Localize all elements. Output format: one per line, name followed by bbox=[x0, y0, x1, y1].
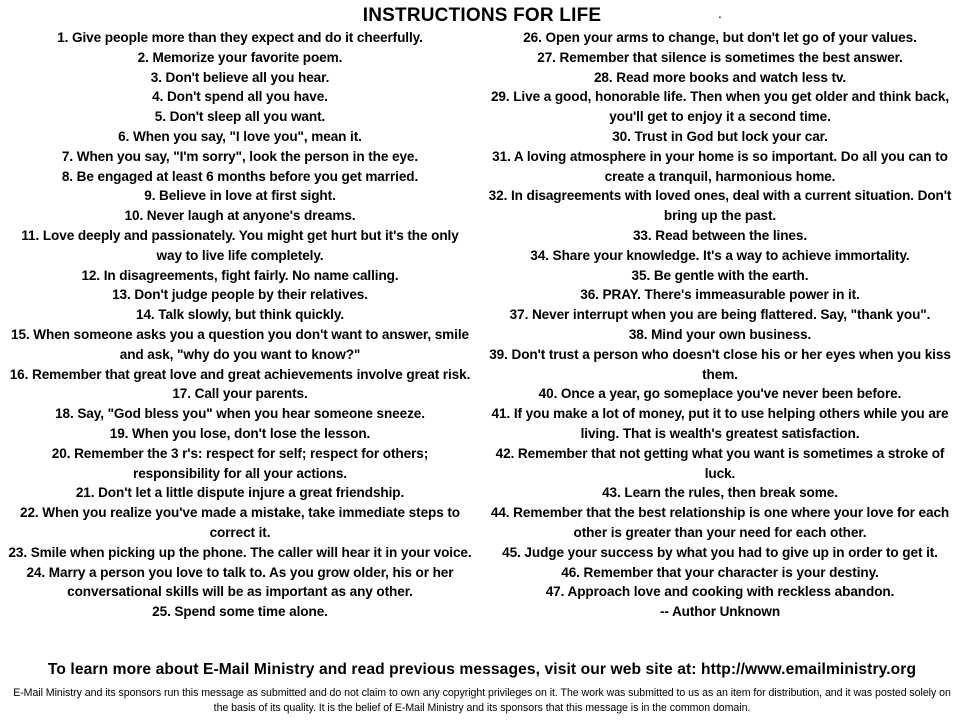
instruction-item: 28. Read more books and watch less tv. bbox=[593, 69, 847, 85]
instruction-item: 40. Once a year, go someplace you've never been before. bbox=[538, 386, 902, 402]
instruction-item: 29. Live a good, honorable life. Then when you get older and think back, you'll get to enjoy it a second time. bbox=[490, 89, 950, 125]
instruction-item: 41. If you make a lot of money, put it to use helping others while you are living. That is wealth's greatest satisfaction. bbox=[491, 406, 949, 441]
instruction-item: 24. Marry a person you love to talk to. As you grow older, his or her conversational skills will be as important as any other. bbox=[26, 564, 454, 600]
instruction-item: 37. Never interrupt when you are being flattered. Say, "thank you". bbox=[509, 307, 931, 323]
instruction-item: 16. Remember that great love and great achievements involve great risk. bbox=[9, 366, 471, 382]
instruction-item: 5. Don't sleep all you want. bbox=[154, 109, 326, 125]
instruction-item: 22. When you realize you've made a mistake, take immediate steps to correct it. bbox=[19, 505, 461, 540]
title-mark: . bbox=[718, 5, 723, 21]
instruction-item: 18. Say, "God bless you" when you hear someone sneeze. bbox=[55, 406, 425, 422]
instruction-item: 2. Memorize your favorite poem. bbox=[137, 49, 343, 65]
instruction-item: 47. Approach love and cooking with reckless abandon. bbox=[545, 584, 895, 600]
instruction-item: 20. Remember the 3 r's: respect for self; respect for others; responsibility for all your actions. bbox=[51, 445, 429, 481]
instruction-item: 35. Be gentle with the earth. bbox=[631, 267, 809, 283]
instruction-item: 45. Judge your success by what you had to give up in order to get it. bbox=[502, 544, 938, 560]
instruction-item: 36. PRAY. There's immeasurable power in it. bbox=[580, 287, 860, 303]
instruction-item: 30. Trust in God but lock your car. bbox=[612, 128, 828, 144]
instruction-item: 44. Remember that the best relationship is one where your love for each other is greater than your need for each other. bbox=[490, 505, 950, 540]
instruction-item: 38. Mind your own business. bbox=[628, 326, 812, 342]
instruction-item: 31. A loving atmosphere in your home is so important. Do all you can to create a tranquil, harmonious home. bbox=[492, 148, 948, 184]
instruction-item: 15. When someone asks you a question you don't want to answer, smile and ask, "why do you want to know?" bbox=[11, 326, 469, 362]
instruction-item: 19. When you lose, don't lose the lesson. bbox=[109, 425, 371, 441]
instruction-item: 17. Call your parents. bbox=[172, 386, 308, 402]
instruction-item: 42. Remember that not getting what you want is sometimes a stroke of luck. bbox=[495, 445, 945, 481]
instruction-item: 23. Smile when picking up the phone. The caller will hear it in your voice. bbox=[8, 544, 472, 560]
instruction-item: 43. Learn the rules, then break some. bbox=[602, 485, 838, 501]
instruction-item: 26. Open your arms to change, but don't let go of your values. bbox=[523, 30, 917, 45]
instruction-item: 34. Share your knowledge. It's a way to achieve immortality. bbox=[530, 247, 910, 263]
instruction-item: 11. Love deeply and passionately. You might get hurt but it's the only way to live life completely. bbox=[21, 227, 459, 263]
website-footer: To learn more about E-Mail Ministry and read previous messages, visit our web site at: http://www.emailministry.org bbox=[47, 661, 917, 678]
document-title: INSTRUCTIONS FOR LIFE bbox=[362, 5, 602, 26]
instruction-item: 1. Give people more than they expect and do it cheerfully. bbox=[57, 30, 423, 45]
instruction-item: 8. Be engaged at least 6 months before you get married. bbox=[61, 168, 419, 184]
right-instructions-column bbox=[484, 28, 956, 622]
instruction-item: 13. Don't judge people by their relatives. bbox=[112, 287, 368, 303]
instruction-item: 3. Don't believe all you hear. bbox=[150, 69, 330, 85]
instruction-item: 12. In disagreements, fight fairly. No name calling. bbox=[81, 267, 399, 283]
disclaimer-text: E-Mail Ministry and its sponsors run this message as submitted and do not claim to own any copyright privileges on it. The work was submitted to us as an item for distribution, and it was posted solely on the basis of its quality. It is the belief of E-Mail Ministry and its sponsors that this message is in the common domain. bbox=[13, 687, 951, 714]
instruction-item: 27. Remember that silence is sometimes the best answer. bbox=[537, 49, 903, 65]
instruction-item: 39. Don't trust a person who doesn't close his or her eyes when you kiss them. bbox=[489, 346, 951, 382]
instruction-item: 14. Talk slowly, but think quickly. bbox=[135, 307, 344, 323]
instruction-item: 25. Spend some time alone. bbox=[152, 604, 328, 620]
left-instructions-column bbox=[8, 28, 472, 622]
instruction-item: 33. Read between the lines. bbox=[632, 227, 808, 243]
instruction-item: 9. Believe in love at first sight. bbox=[144, 188, 336, 204]
instruction-item: 21. Don't let a little dispute injure a great friendship. bbox=[75, 485, 405, 501]
instruction-item: 10. Never laugh at anyone's dreams. bbox=[124, 208, 356, 224]
author-credit: -- Author Unknown bbox=[659, 604, 781, 620]
document-title-block bbox=[0, 5, 964, 27]
instruction-item: 7. When you say, "I'm sorry", look the person in the eye. bbox=[61, 148, 419, 164]
instruction-item: 32. In disagreements with loved ones, deal with a current situation. Don't bring up the past. bbox=[488, 188, 952, 224]
instruction-item: 46. Remember that your character is your destiny. bbox=[561, 564, 879, 580]
instruction-item: 6. When you say, "I love you", mean it. bbox=[118, 128, 362, 144]
instruction-item: 4. Don't spend all you have. bbox=[152, 89, 328, 105]
